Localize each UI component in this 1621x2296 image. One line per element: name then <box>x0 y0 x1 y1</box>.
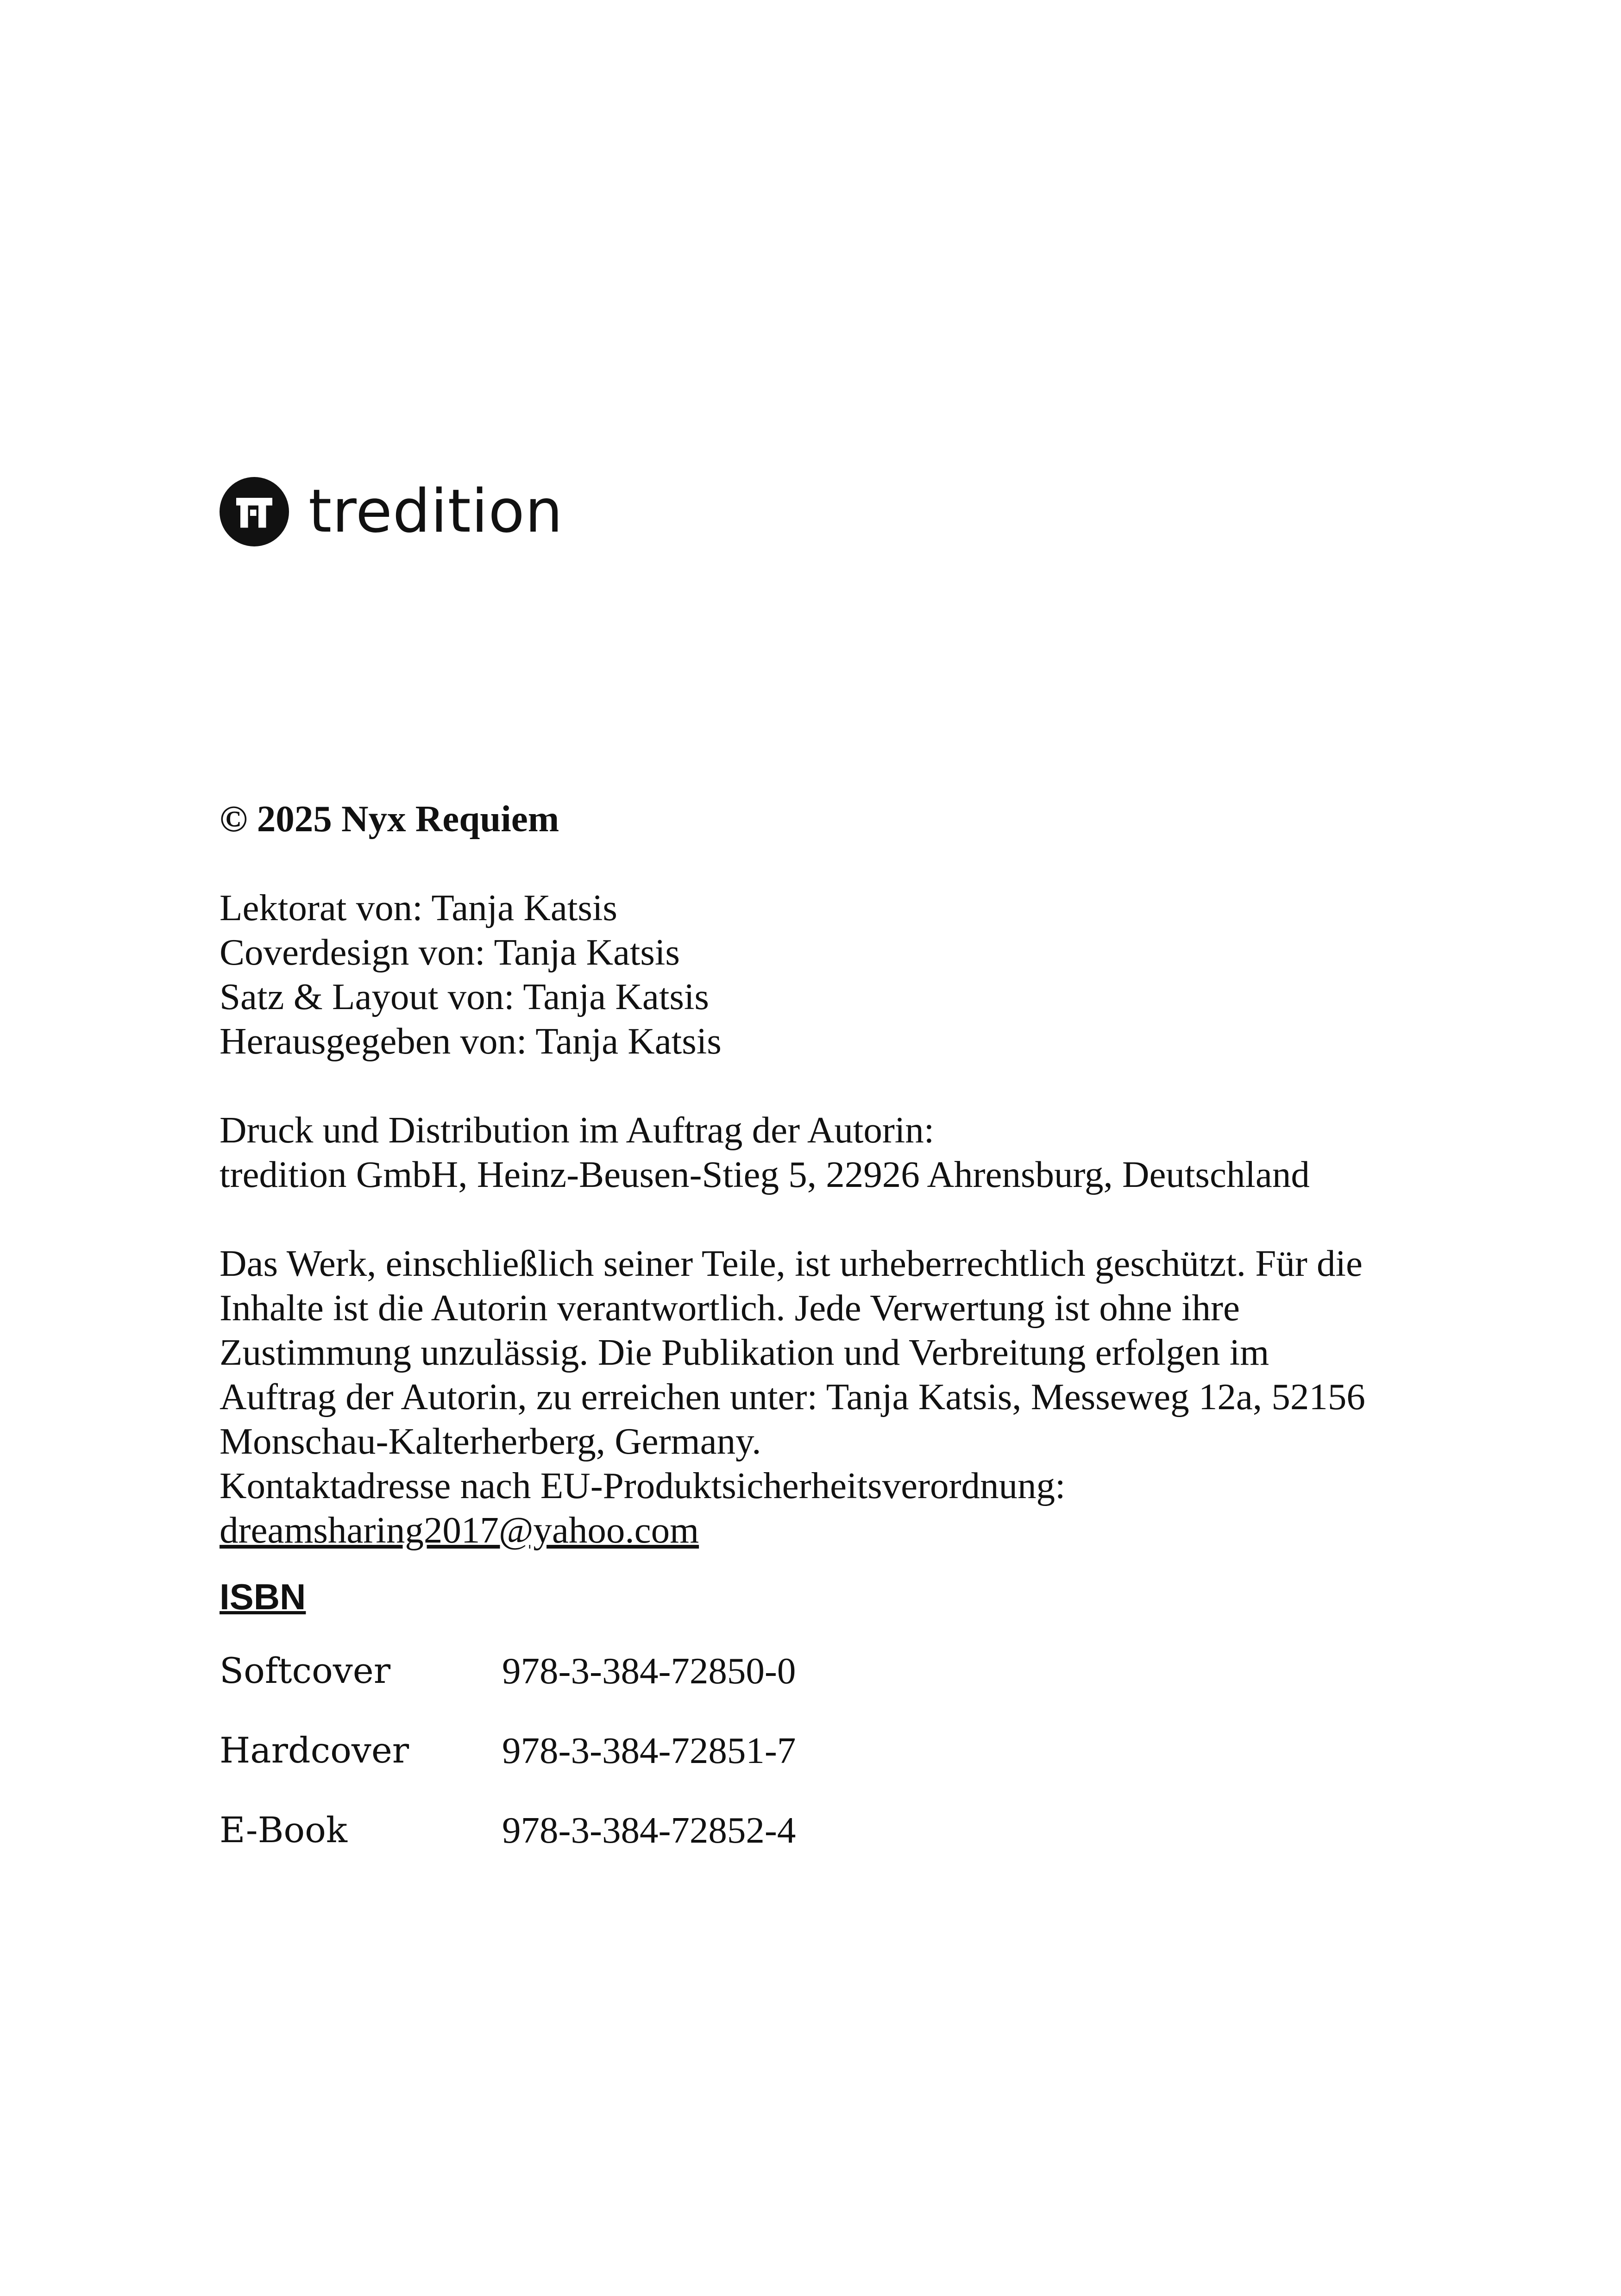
legal-line: Das Werk, einschließlich seiner Teile, ist urheberrechtlich geschützt. Für die <box>220 1242 1363 1284</box>
isbn-label: Hardcover <box>220 1730 409 1771</box>
isbn-value: 978-3-384-72850-0 <box>502 1650 796 1692</box>
contact-label: Kontaktadresse nach EU-Produktsicherheitsverordnung: <box>220 1465 1066 1506</box>
tredition-logo <box>220 477 563 546</box>
credit-line-lektorat: Lektorat von: Tanja Katsis <box>220 887 617 928</box>
isbn-heading: ISBN <box>220 1576 306 1617</box>
distribution-line: Druck und Distribution im Auftrag der Autorin: <box>220 1109 935 1151</box>
legal-line: Monschau-Kalterherberg, Germany. <box>220 1420 761 1462</box>
credit-line-publisher: Herausgegeben von: Tanja Katsis <box>220 1020 722 1062</box>
credit-line-layout: Satz & Layout von: Tanja Katsis <box>220 976 709 1017</box>
distribution-block <box>220 1108 1310 1197</box>
distribution-address: tredition GmbH, Heinz-Beusen-Stieg 5, 22926 Ahrensburg, Deutschland <box>220 1154 1310 1195</box>
logo-wordmark: tredition <box>308 477 563 546</box>
isbn-label: E-Book <box>220 1809 347 1851</box>
isbn-value: 978-3-384-72851-7 <box>502 1730 796 1771</box>
legal-notice <box>220 1241 1365 1552</box>
tredition-logo-icon <box>220 477 289 546</box>
legal-line: Inhalte ist die Autorin verantwortlich. Jede Verwertung ist ohne ihre <box>220 1287 1240 1329</box>
legal-line: Zustimmung unzulässig. Die Publikation und Verbreitung erfolgen im <box>220 1331 1269 1373</box>
credits-block <box>220 885 722 1063</box>
credit-line-coverdesign: Coverdesign von: Tanja Katsis <box>220 931 680 973</box>
copyright-line: © 2025 Nyx Requiem <box>220 798 559 840</box>
legal-line: Auftrag der Autorin, zu erreichen unter: Tanja Katsis, Messeweg 12a, 52156 <box>220 1376 1365 1418</box>
isbn-value: 978-3-384-72852-4 <box>502 1809 796 1851</box>
isbn-label: Softcover <box>220 1650 391 1691</box>
contact-email-link[interactable]: dreamsharing2017@yahoo.com <box>220 1509 699 1551</box>
